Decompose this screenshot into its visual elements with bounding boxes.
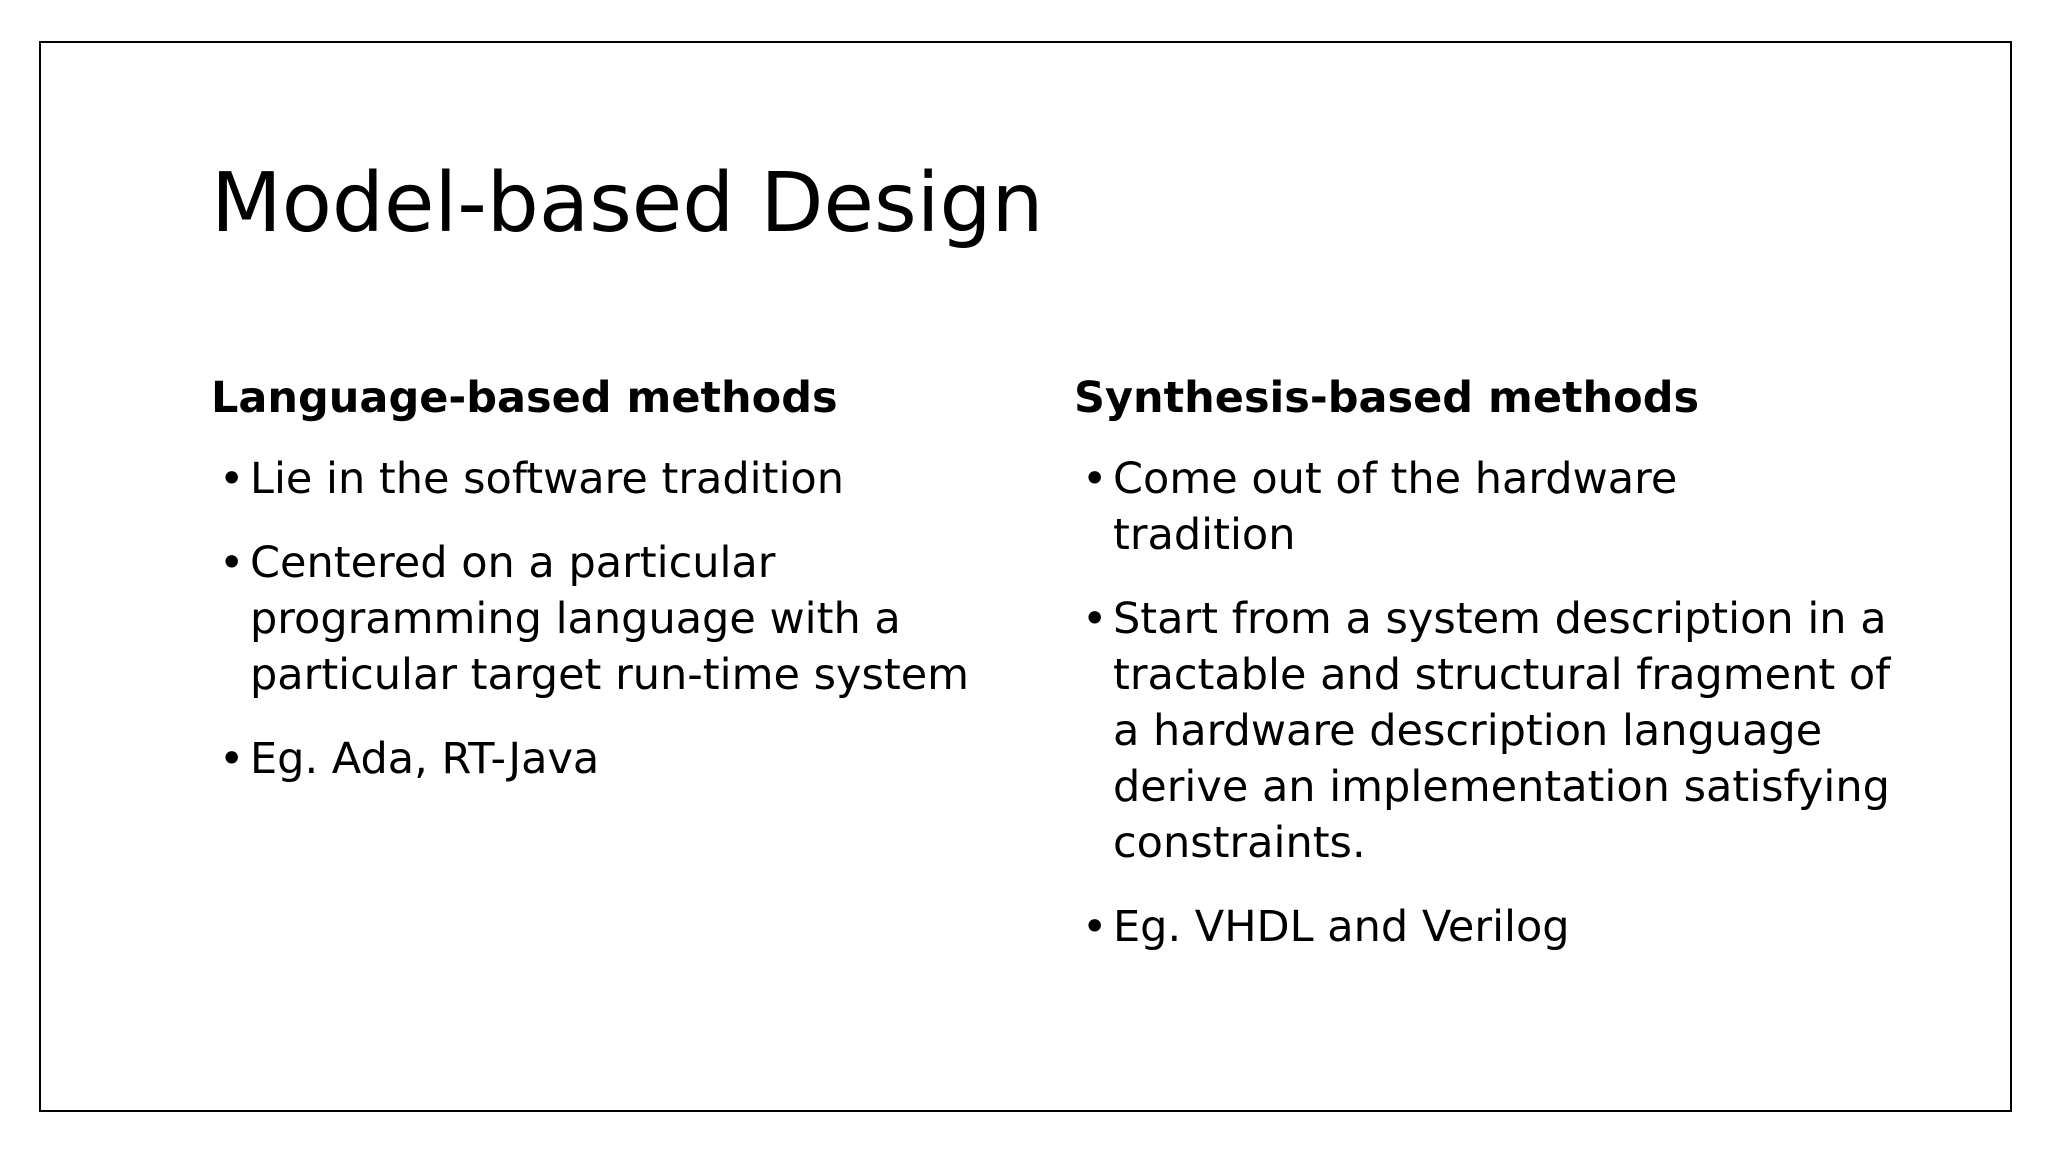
- bullet-text: Start from a system description in a tractable and structural fragment of a hardware description language derive an implementation satisfying constraints.: [1113, 593, 1891, 868]
- list-item: [211, 731, 1001, 787]
- bullet-text: Come out of the hardware tradition: [1113, 453, 1678, 560]
- slide: [39, 41, 2012, 1112]
- left-column: [211, 373, 1001, 815]
- list-item: [211, 451, 1001, 507]
- bullet-icon: •: [219, 453, 245, 504]
- bullet-text: Eg. Ada, RT-Java: [250, 733, 600, 784]
- bullet-icon: •: [219, 537, 245, 588]
- bullet-icon: •: [219, 733, 245, 784]
- left-bullet-list: [211, 451, 1001, 787]
- list-item: [1074, 591, 1903, 871]
- bullet-icon: •: [1082, 593, 1108, 644]
- right-column: [1074, 373, 1891, 983]
- bullet-text: Eg. VHDL and Verilog: [1113, 901, 1570, 952]
- bullet-icon: •: [1082, 453, 1108, 504]
- slide-title: Model-based Design: [211, 156, 1044, 251]
- bullet-text: Centered on a particular programming language with a particular target run-time system: [250, 537, 970, 700]
- list-item: [1074, 899, 1864, 955]
- right-bullet-list: [1074, 451, 1891, 955]
- right-column-heading: Synthesis-based methods: [1074, 373, 1700, 423]
- bullet-icon: •: [1082, 901, 1108, 952]
- bullet-text: Lie in the software tradition: [250, 453, 844, 504]
- list-item: [211, 535, 990, 703]
- list-item: [1074, 451, 1733, 563]
- left-column-heading: Language-based methods: [211, 373, 838, 423]
